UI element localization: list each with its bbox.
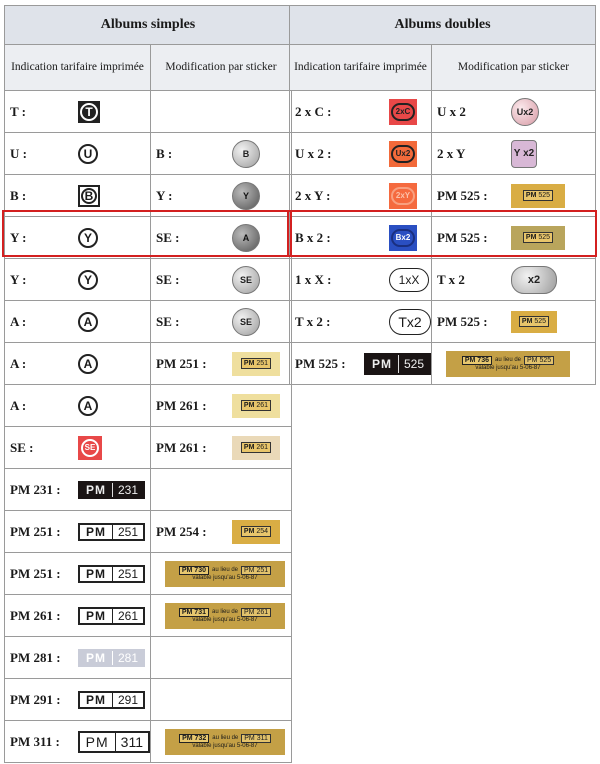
table-row — [5, 91, 292, 133]
pm-price-tag: PM 311 — [78, 731, 150, 753]
table-row — [5, 469, 292, 511]
table-row — [290, 301, 596, 343]
sticker-label: PM 525 : — [437, 229, 488, 245]
table-row — [5, 721, 292, 763]
sticker-label: SE : — [156, 229, 180, 245]
tariff-tx2-icon: Tx2 — [389, 309, 431, 335]
pm-price-tag: PM 251 — [78, 565, 145, 583]
tariff-y-icon: Y — [78, 228, 98, 248]
doubles-col-sticker: Modification par sticker — [432, 45, 596, 91]
albums-doubles-title: Albums doubles — [290, 6, 596, 45]
printed-label: PM 291 : — [10, 691, 61, 707]
pm-price-tag: PM 231 — [78, 481, 145, 499]
table-row — [290, 175, 596, 217]
sticker-label: U x 2 — [437, 103, 466, 119]
tariff-a-icon: A — [78, 396, 98, 416]
tariff-u-icon: U — [78, 144, 98, 164]
table-row — [290, 217, 596, 259]
printed-label: PM 231 : — [10, 481, 61, 497]
sticker-label: PM 251 : — [156, 355, 207, 371]
table-row — [5, 679, 292, 721]
sticker-label: SE : — [156, 271, 180, 287]
pm-long-sticker-icon: PM 731 au lieu de PM 261 valable jusqu'au 5-06-87 — [165, 603, 285, 629]
doubles-col-printed: Indication tarifaire imprimée — [290, 45, 432, 91]
printed-label: A : — [10, 355, 27, 371]
tariff-a-icon: A — [78, 354, 98, 374]
table-row — [290, 343, 596, 385]
albums-doubles-table — [289, 5, 596, 385]
printed-label: PM 281 : — [10, 649, 61, 665]
printed-label: 1 x X : — [295, 271, 332, 287]
printed-label: B x 2 : — [295, 229, 331, 245]
pm-sticker-icon: PM 254 — [232, 520, 280, 544]
albums-simples-title: Albums simples — [5, 6, 292, 45]
printed-label: PM 525 : — [295, 355, 346, 371]
table-row — [5, 553, 292, 595]
tariff-b-icon: B — [78, 185, 100, 207]
tariff-t-icon: T — [78, 101, 100, 123]
sticker-label: PM 261 : — [156, 439, 207, 455]
sticker-y-disc-icon: Y — [232, 182, 260, 210]
pm-price-tag: PM 525 — [364, 353, 431, 375]
pm-price-tag: PM 251 — [78, 523, 145, 541]
printed-label: PM 251 : — [10, 523, 61, 539]
printed-label: PM 251 : — [10, 565, 61, 581]
tariff-se-icon: SE — [78, 436, 102, 460]
printed-label: PM 261 : — [10, 607, 61, 623]
table-row — [290, 91, 596, 133]
sticker-yx2-icon: Y x2 — [511, 140, 537, 168]
simples-col-printed: Indication tarifaire imprimée — [5, 45, 151, 91]
sticker-label: PM 261 : — [156, 397, 207, 413]
printed-label: SE : — [10, 439, 34, 455]
table-row — [5, 301, 292, 343]
sticker-label: PM 525 : — [437, 187, 488, 203]
printed-label: Y : — [10, 271, 27, 287]
printed-label: U x 2 : — [295, 145, 332, 161]
pm-long-sticker-icon: PM 732 au lieu de PM 311 valable jusqu'au 5-06-87 — [165, 729, 285, 755]
sticker-label: Y : — [156, 187, 173, 203]
table-row — [5, 259, 292, 301]
printed-label: Y : — [10, 229, 27, 245]
pm-sticker-icon: PM 251 — [232, 352, 280, 376]
tariff-2xc-icon: 2xC — [389, 99, 417, 125]
sticker-se-disc-icon: SE — [232, 308, 260, 336]
tariff-a-icon: A — [78, 312, 98, 332]
table-row — [5, 175, 292, 217]
table-row — [5, 385, 292, 427]
tariff-bx2-icon: Bx2 — [389, 225, 417, 251]
pm-sticker-icon: PM 261 — [232, 436, 280, 460]
albums-simples-table — [4, 5, 292, 763]
tariff-ux2-icon: Ux2 — [389, 141, 417, 167]
table-row — [5, 511, 292, 553]
printed-label: B : — [10, 187, 27, 203]
sticker-ux2-disc-icon: Ux2 — [511, 98, 539, 126]
table-row — [290, 133, 596, 175]
sticker-se-disc-icon: SE — [232, 266, 260, 294]
sticker-label: B : — [156, 145, 173, 161]
pm-long-sticker-icon: PM 730 au lieu de PM 251 valable jusqu'au 5-06-87 — [165, 561, 285, 587]
table-row — [5, 133, 292, 175]
pm-price-tag: PM 261 — [78, 607, 145, 625]
printed-label: T : — [10, 103, 27, 119]
tariff-2xy-icon: 2xY — [389, 183, 417, 209]
printed-label: 2 x Y : — [295, 187, 331, 203]
printed-label: T x 2 : — [295, 313, 331, 329]
simples-col-sticker: Modification par sticker — [151, 45, 292, 91]
pm-price-tag: PM 291 — [78, 691, 145, 709]
pm-long-sticker-icon: PM 736 au lieu de PM 525 valable jusqu'au 5-06-87 — [446, 351, 570, 377]
table-row — [5, 595, 292, 637]
sticker-label: 2 x Y — [437, 145, 466, 161]
printed-label: 2 x C : — [295, 103, 332, 119]
pm-sticker-icon: PM 525 — [511, 226, 565, 250]
sticker-label: SE : — [156, 313, 180, 329]
table-row — [5, 637, 292, 679]
table-row — [5, 427, 292, 469]
printed-label: A : — [10, 313, 27, 329]
sticker-tx2-disc-icon: x2 — [511, 266, 557, 294]
printed-label: PM 311 : — [10, 733, 60, 749]
sticker-b-disc-icon: B — [232, 140, 260, 168]
pm-sticker-icon: PM 525 — [511, 184, 565, 208]
printed-label: U : — [10, 145, 27, 161]
pm-sticker-icon: PM 261 — [232, 394, 280, 418]
table-row — [5, 217, 292, 259]
sticker-label: PM 525 : — [437, 313, 488, 329]
printed-label: A : — [10, 397, 27, 413]
sticker-label: T x 2 — [437, 271, 465, 287]
pm-sticker-icon: PM 525 — [511, 311, 557, 333]
table-row — [290, 259, 596, 301]
tariff-1xx-icon: 1xX — [389, 268, 429, 292]
pm-price-tag: PM 281 — [78, 649, 145, 667]
sticker-label: PM 254 : — [156, 523, 207, 539]
sticker-a-disc-icon: A — [232, 224, 260, 252]
table-row — [5, 343, 292, 385]
tariff-y-icon: Y — [78, 270, 98, 290]
